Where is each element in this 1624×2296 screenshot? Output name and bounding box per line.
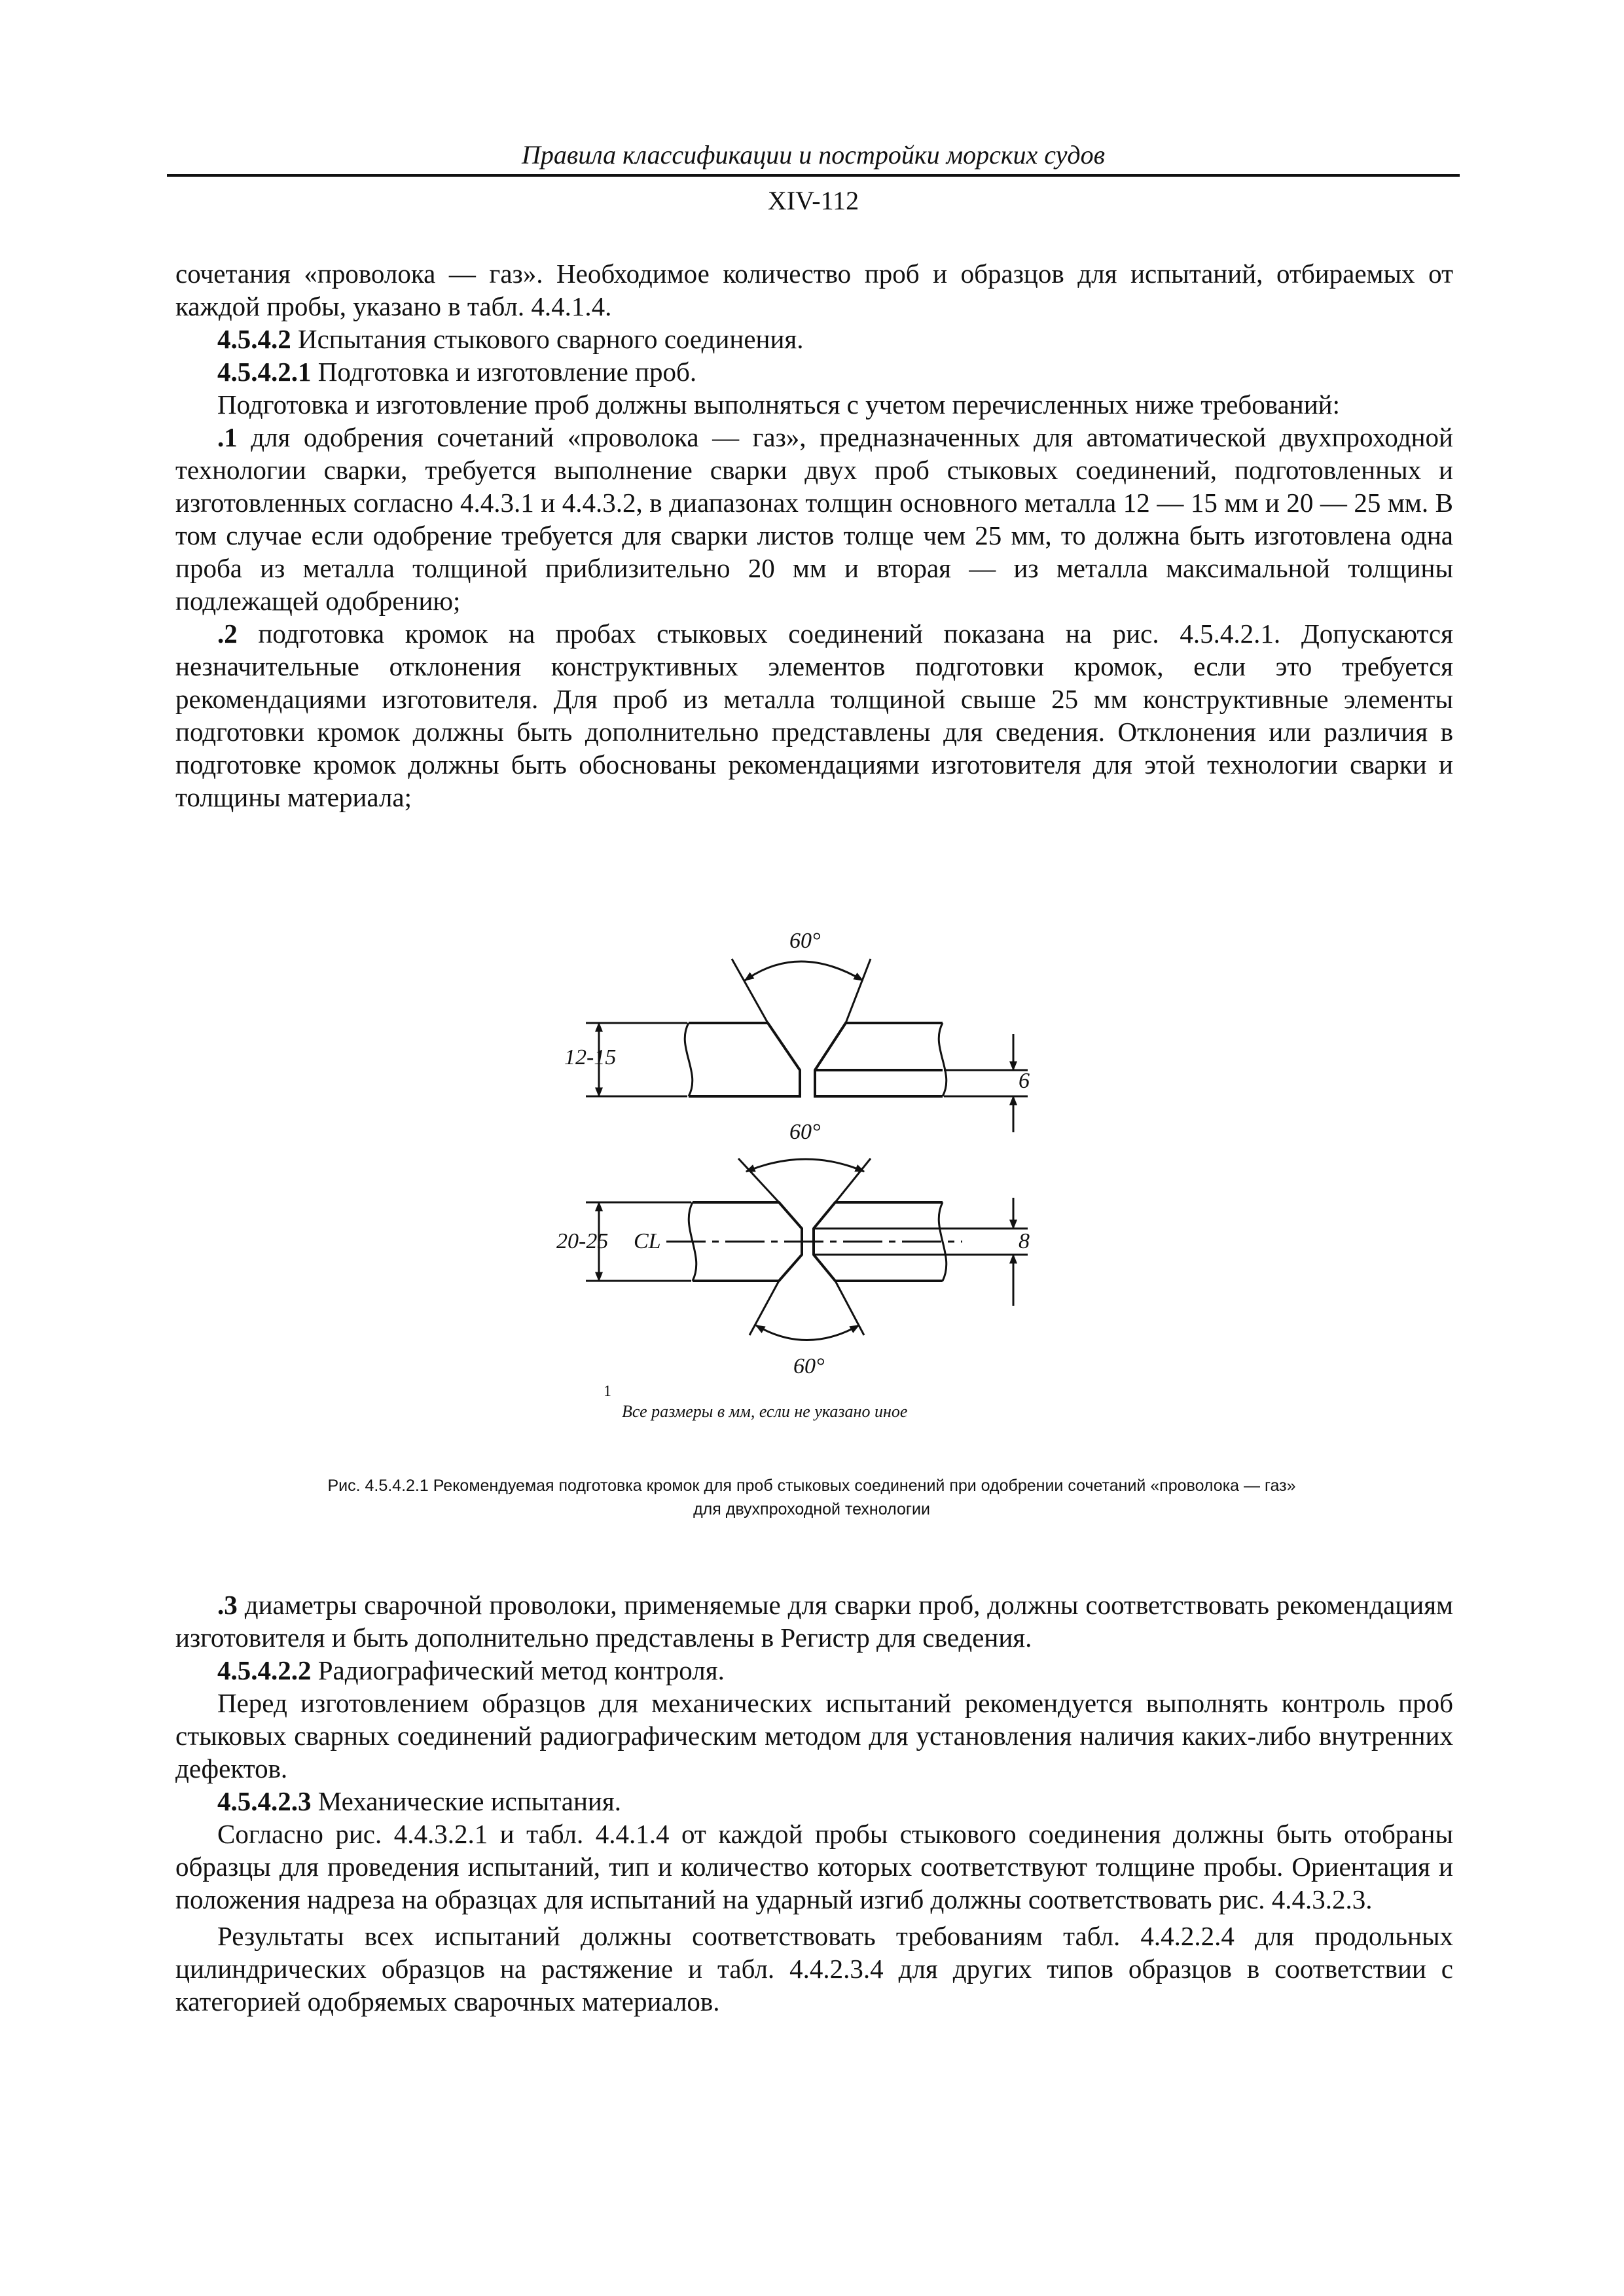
- running-header-title: Правила классификации и постройки морских судов: [521, 140, 1106, 170]
- top-thickness-label: 12-15: [564, 1045, 617, 1069]
- section-number: 4.5.4.2.1: [217, 357, 312, 387]
- list-item-1: [175, 421, 1453, 617]
- section-number: 4.5.4.2: [217, 324, 291, 354]
- top-right-plate-break: [939, 1023, 947, 1096]
- bottom-upper-bevel-extension-left: [738, 1158, 779, 1202]
- list-item-text: для одобрения сочетаний «проволока — газ», предназначенных для автоматической двухпроходной технологии сварки, требуется выполнение сварки двух проб стыковых соединений, подготовленных и изготовленных согласно 4.4.3.1 и 4.4.3.2, в диапазонах толщин основного металла 12 — 15 мм и 20 — 25 мм. В том случае если одобрение требуется для сварки листов толще чем 25 мм, то должна быть изготовлена одна проба из металла толщиной приблизительно 20 мм и вторая — из металла максимальной толщины подлежащей одобрению;: [175, 422, 1453, 616]
- section-number: 4.5.4.2.3: [217, 1786, 312, 1816]
- section-heading-4-5-4-2-1: [175, 355, 1453, 388]
- paragraph-continuation: сочетания «проволока — газ». Необходимое количество проб и образцов для испытаний, отбираемых от каждой пробы, указано в табл. 4.4.1.4.: [175, 259, 1453, 321]
- top-bevel-extension-left: [732, 959, 768, 1023]
- figure-caption-line-2: для двухпроходной технологии: [693, 1500, 930, 1518]
- section-number: 4.5.4.2.2: [217, 1655, 312, 1685]
- section-heading-4-5-4-2: [175, 323, 1453, 355]
- figure-caption: [196, 1474, 1427, 1521]
- top-bevel-extension-right: [846, 959, 871, 1023]
- bottom-left-plate: [693, 1202, 802, 1281]
- section-title: Механические испытания.: [311, 1786, 621, 1816]
- top-right-plate: [815, 1023, 943, 1096]
- top-angle-arc: [745, 961, 863, 980]
- bottom-lower-angle-label: 60°: [793, 1354, 825, 1378]
- list-item-text: диаметры сварочной проволоки, применяемые для сварки проб, должны соответствовать рекомендациям изготовителя и быть дополнительно представлены в Регистр для сведения.: [175, 1590, 1453, 1653]
- top-text-block: [175, 257, 1453, 814]
- section-title: Испытания стыкового сварного соединения.: [291, 324, 804, 354]
- page-number: XIV-112: [767, 186, 859, 215]
- top-angle-label: 60°: [789, 929, 821, 953]
- figure-caption-line-1: Рис. 4.5.4.2.1 Рекомендуемая подготовка кромок для проб стыковых соединений при одобрении сочетаний «проволока — газ»: [327, 1477, 1296, 1495]
- bottom-lower-bevel-extension-left: [749, 1281, 779, 1335]
- bottom-lower-bevel-extension-right: [835, 1281, 864, 1335]
- list-item-number: .1: [217, 422, 238, 452]
- top-left-plate: [689, 1023, 800, 1096]
- section-heading-4-5-4-2-3: [175, 1785, 1453, 1818]
- section-title: Радиографический метод контроля.: [311, 1655, 725, 1685]
- bottom-right-plate: [814, 1202, 943, 1281]
- header-rule: [167, 174, 1460, 177]
- bottom-left-plate-break: [689, 1202, 696, 1281]
- footnote-mark: 1: [604, 1383, 611, 1400]
- paragraph-mechanical-tests: Согласно рис. 4.4.3.2.1 и табл. 4.4.1.4 от каждой пробы стыкового соединения должны быть отобраны образцы для проведения испытаний, тип и количество которых соответствуют толщине пробы. Ориентация и положения надреза на образцах для испытаний на ударный изгиб должны соответствовать рис. 4.4.3.2.3.: [175, 1819, 1453, 1914]
- dimensions-note: Все размеры в мм, если не указано иное: [622, 1402, 908, 1421]
- list-item-number: .3: [217, 1590, 238, 1620]
- bottom-upper-bevel-extension-right: [835, 1158, 871, 1202]
- list-item-2: [175, 617, 1453, 814]
- bottom-text-block: [175, 1588, 1453, 2018]
- bottom-lower-angle-arc: [756, 1325, 859, 1340]
- list-item-number: .2: [217, 619, 238, 649]
- paragraph-test-results: Результаты всех испытаний должны соответствовать требованиям табл. 4.4.2.2.4 для продольных цилиндрических образцов на растяжение и табл. 4.4.2.3.4 для других типов образцов в соответствии с категорией одобряемых сварочных материалов.: [175, 1921, 1453, 2017]
- list-item-text: подготовка кромок на пробах стыковых соединений показана на рис. 4.5.4.2.1. Допускаются незначительные отклонения конструктивных элементов подготовки кромок, если это требуется рекомендациями изготовителя. Для проб из металла толщиной свыше 25 мм конструктивные элементы подготовки кромок должны быть дополнительно представлены для сведения. Отклонения или различия в подготовке кромок должны быть обоснованы рекомендациями изготовителя для этой технологии сварки и толщины материала;: [175, 619, 1453, 812]
- list-item-3: [175, 1588, 1453, 1654]
- bottom-upper-angle-arc: [746, 1159, 864, 1172]
- section-title: Подготовка и изготовление проб.: [311, 357, 697, 387]
- paragraph-requirements-intro: Подготовка и изготовление проб должны выполняться с учетом перечисленных ниже требований:: [217, 389, 1340, 420]
- centerline-label: CL: [634, 1229, 661, 1253]
- bottom-root-label: 8: [1019, 1229, 1030, 1253]
- section-heading-4-5-4-2-2: [175, 1654, 1453, 1687]
- bottom-thickness-label: 20-25: [556, 1229, 609, 1253]
- bottom-upper-angle-label: 60°: [789, 1120, 821, 1144]
- top-left-plate-break: [685, 1023, 693, 1096]
- top-root-label: 6: [1019, 1069, 1030, 1093]
- paragraph-radiography: Перед изготовлением образцов для механических испытаний рекомендуется выполнять контроль проб стыковых сварных соединений радиографическим методом для установления наличия каких-либо внутренних дефектов.: [175, 1688, 1453, 1784]
- bottom-right-plate-break: [939, 1202, 947, 1281]
